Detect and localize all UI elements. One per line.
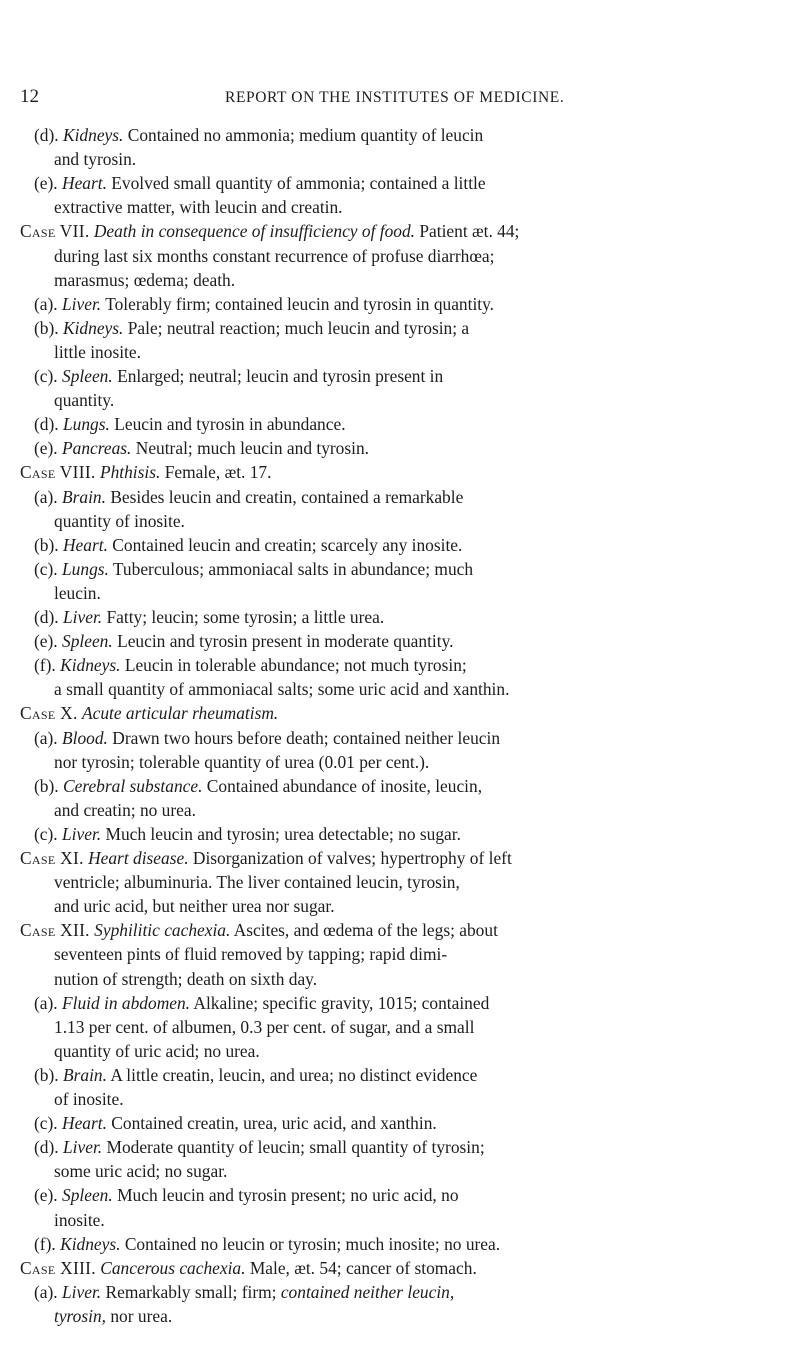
line-text: extractive matter, with leucin and creatin. xyxy=(54,197,343,218)
entry-text: Contained creatin, urea, uric acid, and xanthin. xyxy=(106,1113,437,1134)
continuation-line xyxy=(54,341,141,363)
organ-entry-line xyxy=(34,1112,437,1134)
organ-name: Spleen. xyxy=(62,631,113,652)
continuation-line xyxy=(54,799,196,821)
entry-text: Fatty; leucin; some tyrosin; a little urea. xyxy=(102,607,385,627)
item-letter: (a). xyxy=(34,992,58,1013)
line-text: seventeen pints of fluid removed by tapping; rapid dimi- xyxy=(54,944,448,965)
line-text: and tyrosin. xyxy=(54,149,137,170)
organ-entry-line xyxy=(34,1233,500,1255)
organ-name: Heart. xyxy=(63,534,108,555)
line-text: quantity. xyxy=(54,390,115,411)
entry-text: Tuberculous; ammoniacal salts in abundance; much xyxy=(108,558,474,579)
continuation-line xyxy=(54,269,235,291)
organ-name: Kidneys. xyxy=(60,655,121,676)
organ-entry-line xyxy=(34,1184,459,1206)
item-letter: (d). xyxy=(34,414,59,435)
case-title: Death in consequence of insufficiency of food. xyxy=(93,221,416,242)
entry-text: Remarkably small; firm; xyxy=(101,1281,281,1302)
case-title: Phthisis. xyxy=(99,462,161,483)
organ-name: Blood. xyxy=(62,727,108,748)
item-letter: (d). xyxy=(34,125,59,145)
continuation-line xyxy=(54,1016,474,1038)
line-text: nor urea. xyxy=(106,1305,173,1326)
continuation-line xyxy=(54,389,114,411)
continuation-line xyxy=(54,678,509,700)
organ-entry-line xyxy=(34,654,467,676)
item-letter: (b). xyxy=(34,317,59,338)
item-letter: (a). xyxy=(34,293,58,314)
organ-name: Heart. xyxy=(62,1113,107,1134)
item-letter: (d). xyxy=(34,607,59,627)
line-text: a small quantity of ammoniacal salts; some uric acid and xanthin. xyxy=(54,679,510,700)
continuation-line xyxy=(54,1305,172,1327)
line-text: during last six months constant recurrence of profuse diarrhœa; xyxy=(54,245,495,266)
case-title: Acute articular rheumatism. xyxy=(81,703,279,724)
entry-text: Contained leucin and creatin; scarcely any inosite. xyxy=(107,534,463,555)
continuation-line xyxy=(54,943,447,965)
case-label: Case VIII. xyxy=(20,462,96,483)
line-text: ventricle; albuminuria. The liver contained leucin, tyrosin, xyxy=(54,872,460,893)
continuation-line xyxy=(54,895,335,917)
item-letter: (a). xyxy=(34,486,58,507)
case-label: Case XII. xyxy=(20,920,90,941)
case-heading-line xyxy=(20,461,271,483)
page-header xyxy=(20,86,780,108)
organ-entry-line xyxy=(34,534,462,556)
organ-name: Liver. xyxy=(63,1137,103,1158)
running-title: REPORT ON THE INSTITUTES OF MEDICINE. xyxy=(225,89,565,106)
continuation-line xyxy=(54,582,101,604)
page-number: 12 xyxy=(20,86,39,107)
case-heading-line xyxy=(20,702,278,724)
entry-text: Alkaline; specific gravity, 1015; contained xyxy=(190,992,490,1013)
organ-entry-line xyxy=(34,172,486,194)
line-text: quantity of inosite. xyxy=(54,510,185,531)
entry-text: Moderate quantity of leucin; small quantity of tyrosin; xyxy=(102,1137,485,1158)
organ-name: Liver. xyxy=(62,1281,102,1302)
organ-name: Spleen. xyxy=(62,1185,113,1206)
line-text: quantity of uric acid; no urea. xyxy=(54,1040,260,1061)
case-label: Case XIII. xyxy=(20,1257,96,1278)
organ-name: Cerebral substance. xyxy=(63,775,203,796)
line-text: inosite. xyxy=(54,1209,105,1230)
entry-text: Pale; neutral reaction; much leucin and tyrosin; a xyxy=(123,317,470,338)
continuation-line xyxy=(54,510,185,532)
item-letter: (e). xyxy=(34,1185,58,1206)
entry-text: Evolved small quantity of ammonia; contained a little xyxy=(106,173,486,194)
continuation-line xyxy=(54,751,429,773)
continuation-line xyxy=(54,1040,260,1062)
continuation-line xyxy=(54,871,460,893)
entry-text: Enlarged; neutral; leucin and tyrosin present in xyxy=(112,366,444,386)
item-letter: (b). xyxy=(34,1064,59,1085)
organ-entry-line xyxy=(34,124,483,146)
continuation-line xyxy=(54,1088,124,1110)
case-title: Heart disease. xyxy=(88,848,189,868)
item-letter: (a). xyxy=(34,727,58,748)
organ-entry-line xyxy=(34,413,346,435)
entry-text: Contained no leucin or tyrosin; much inosite; no urea. xyxy=(120,1233,501,1254)
item-letter: (d). xyxy=(34,1137,59,1158)
case-label: Case X. xyxy=(20,703,78,724)
entry-text: A little creatin, leucin, and urea; no distinct evidence xyxy=(106,1064,478,1085)
organ-name: Liver. xyxy=(62,823,102,844)
line-text: 1.13 per cent. of albumen, 0.3 per cent. of sugar, and a small xyxy=(54,1016,475,1037)
continuation-line xyxy=(54,1160,227,1182)
organ-name: Heart. xyxy=(62,173,107,194)
case-heading-line xyxy=(20,919,498,941)
entry-text: Leucin and tyrosin present in moderate quantity. xyxy=(112,631,454,652)
organ-name: Brain. xyxy=(63,1064,107,1085)
organ-entry-line xyxy=(34,823,461,845)
item-letter: (f). xyxy=(34,1233,56,1254)
item-letter: (c). xyxy=(34,558,58,579)
organ-name: Lungs. xyxy=(62,558,109,579)
organ-name: Kidneys. xyxy=(60,1233,121,1254)
organ-name: Spleen. xyxy=(62,366,113,386)
line-text: some uric acid; no sugar. xyxy=(54,1161,228,1182)
item-letter: (b). xyxy=(34,775,59,796)
case-heading-line xyxy=(20,847,512,869)
entry-text: Much leucin and tyrosin; urea detectable; no sugar. xyxy=(101,823,461,844)
continuation-line xyxy=(54,968,317,990)
entry-text: Contained no ammonia; medium quantity of leucin xyxy=(123,125,484,145)
entry-text: Contained abundance of inosite, leucin, xyxy=(202,775,483,796)
line-text: leucin. xyxy=(54,582,101,603)
line-text: nution of strength; death on sixth day. xyxy=(54,968,318,989)
item-letter: (c). xyxy=(34,823,58,844)
case-label: Case VII. xyxy=(20,221,90,242)
organ-name: Kidneys. xyxy=(63,125,124,145)
organ-entry-line xyxy=(34,1281,454,1303)
entry-text: Leucin in tolerable abundance; not much tyrosin; xyxy=(120,655,467,676)
organ-name: Liver. xyxy=(62,293,102,314)
line-text: of inosite. xyxy=(54,1089,124,1109)
entry-text: Much leucin and tyrosin present; no uric acid, no xyxy=(112,1185,459,1206)
organ-entry-line xyxy=(34,775,482,797)
organ-name: Fluid in abdomen. xyxy=(62,992,191,1013)
case-text: Ascites, and œdema of the legs; about xyxy=(230,920,498,941)
organ-entry-line xyxy=(34,630,454,652)
item-letter: (e). xyxy=(34,173,58,194)
case-text: Disorganization of valves; hypertrophy of left xyxy=(188,848,512,868)
organ-name: Brain. xyxy=(62,486,106,507)
item-letter: (a). xyxy=(34,1281,58,1302)
item-letter: (e). xyxy=(34,631,58,652)
item-letter: (c). xyxy=(34,1113,58,1134)
case-text: Male, æt. 54; cancer of stomach. xyxy=(245,1257,477,1278)
organ-entry-line xyxy=(34,606,384,628)
organ-entry-line xyxy=(34,992,489,1014)
case-heading-line xyxy=(20,220,519,242)
organ-name: Liver. xyxy=(63,607,103,627)
organ-entry-line xyxy=(34,727,500,749)
organ-entry-line xyxy=(34,317,469,339)
organ-name: Pancreas. xyxy=(62,438,132,459)
continuation-line xyxy=(54,148,136,170)
entry-italic-text: contained neither leucin, xyxy=(280,1281,455,1302)
entry-text: Leucin and tyrosin in abundance. xyxy=(109,414,346,435)
continuation-line xyxy=(54,196,343,218)
case-text: Patient æt. 44; xyxy=(415,221,520,242)
case-title: Syphilitic cachexia. xyxy=(94,920,231,941)
continuation-line xyxy=(54,245,494,267)
entry-text: Besides leucin and creatin, contained a remarkable xyxy=(105,486,464,507)
organ-entry-line xyxy=(34,558,473,580)
entry-text: Neutral; much leucin and tyrosin. xyxy=(131,438,370,459)
organ-name: Kidneys. xyxy=(63,317,124,338)
line-text: marasmus; œdema; death. xyxy=(54,269,236,290)
entry-text: Tolerably firm; contained leucin and tyrosin in quantity. xyxy=(101,293,495,314)
line-text: nor tyrosin; tolerable quantity of urea (0.01 per cent.). xyxy=(54,751,430,772)
organ-entry-line xyxy=(34,293,494,315)
organ-entry-line xyxy=(34,486,463,508)
item-letter: (e). xyxy=(34,438,58,459)
organ-name: Lungs. xyxy=(63,414,110,435)
entry-italic-text: tyrosin, xyxy=(54,1305,107,1326)
case-label: Case XI. xyxy=(20,848,84,868)
organ-entry-line xyxy=(34,365,443,387)
item-letter: (f). xyxy=(34,655,56,676)
line-text: and creatin; no urea. xyxy=(54,799,196,820)
item-letter: (c). xyxy=(34,366,58,386)
line-text: and uric acid, but neither urea nor sugar. xyxy=(54,896,335,917)
case-title: Cancerous cachexia. xyxy=(100,1257,246,1278)
continuation-line xyxy=(54,1209,105,1231)
organ-entry-line xyxy=(34,437,369,459)
case-text: Female, æt. 17. xyxy=(160,462,272,483)
item-letter: (b). xyxy=(34,534,59,555)
organ-entry-line xyxy=(34,1064,477,1086)
case-heading-line xyxy=(20,1257,477,1279)
organ-entry-line xyxy=(34,1136,485,1158)
entry-text: Drawn two hours before death; contained neither leucin xyxy=(107,727,501,748)
line-text: little inosite. xyxy=(54,341,141,362)
